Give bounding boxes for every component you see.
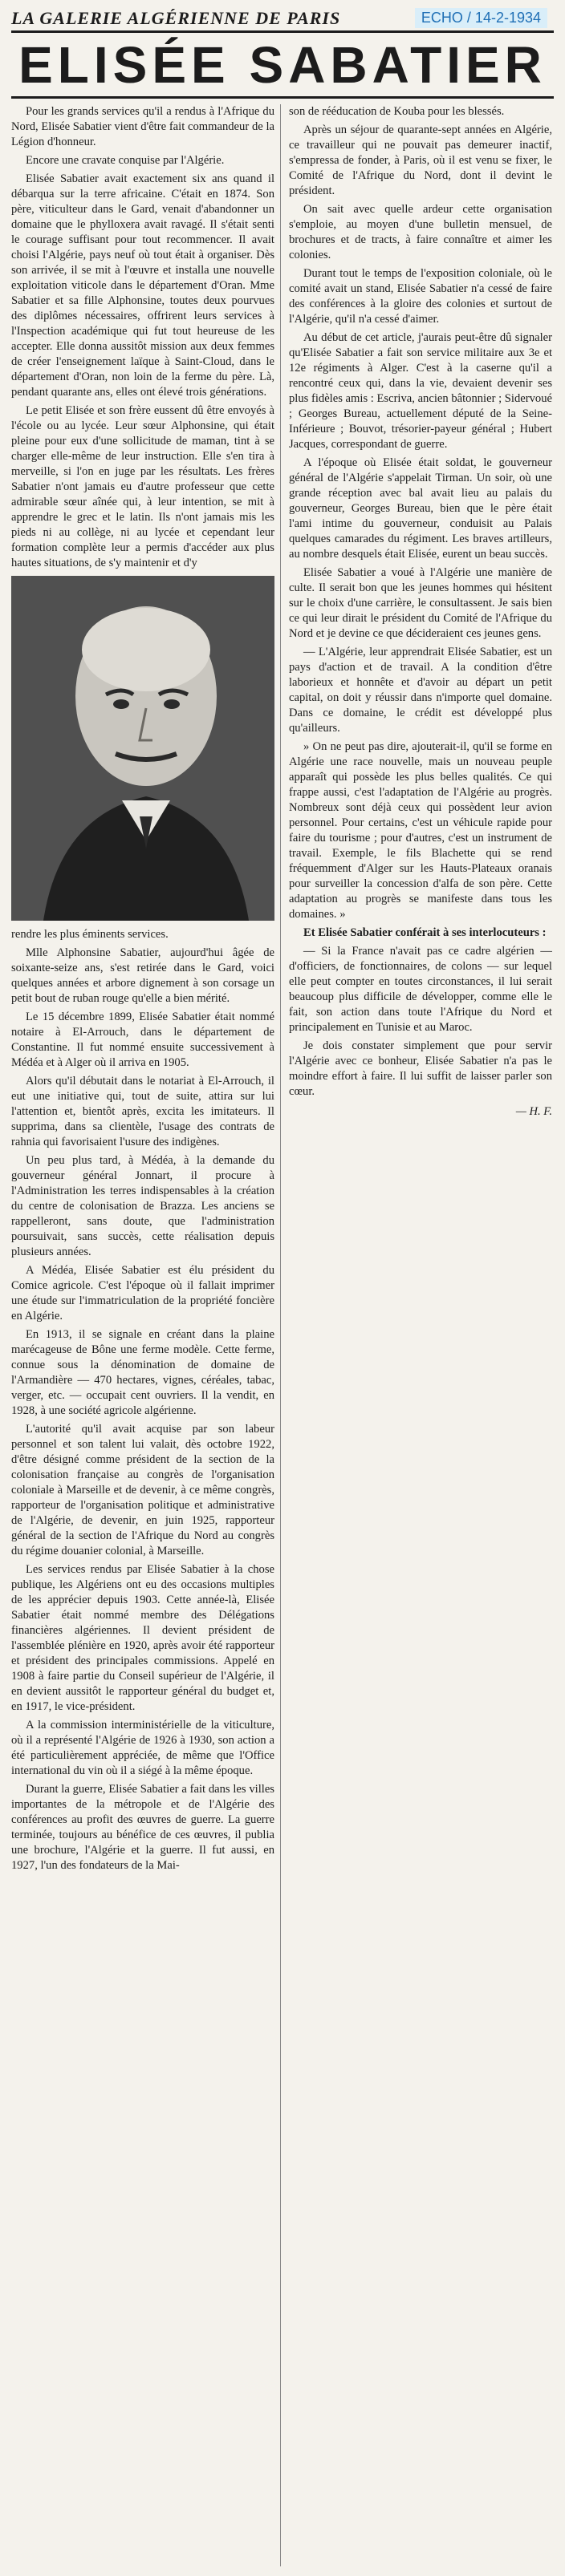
article-paragraph: Après un séjour de quarante-sept années en Algérie, ce travailleur qui ne pouvait pas demeurer inactif, s'empressa de fonder, à Paris, où il est venu se fixer, le Comité de l'Afrique du Nord, dont il devint le président. [289,124,552,197]
article-paragraph: Alors qu'il débutait dans le notariat à El-Arrouch, il eut une initiative qui, tout de suite, attira sur lui l'attention et, bientôt après, excita les imitateurs. Il supprima, dans sa clientèle, l'usage des contrats de rahnia qui favorisaient l'usure des indigènes. [11,1075,274,1148]
article-paragraph: Un peu plus tard, à Médéa, à la demande du gouverneur général Jonnart, il procure à l'Administration les terres indispensables à la création du centre de colonisation de Brazza. Les anciens se rappelleront, sans doute, que l'administration poursuivait, sans succès, cette réalisation depuis plusieurs années. [11,1154,274,1258]
headline-rule-bottom [11,96,554,99]
article-paragraph: » On ne peut pas dire, ajouterait-il, qu'il se forme en Algérie une race nouvelle, mais un nouveau peuple apparaît qui possède les plus belles qualités. Ce qui frappe aussi, c'est l'adaptation de l'Algérie au progrès. Nombreux sont déjà ceux qui possèdent leur avion personnel. Pour certains, c'est un véhicule rapide pour faire du tourisme ; pour d'autres, c'est un instrument de travail. Exemple, le fils Blachette qui se rend fréquemment d'Alger sur les Hauts-Plateaux oranais pour surveiller la concession d'alfa de son père. Cette adaptation au progrès se manifeste dans tous les domaines. » [289,740,552,921]
article-paragraph: son de rééducation de Kouba pour les blessés. [289,105,505,118]
headline-rule-top [11,30,554,33]
date-stamp: ECHO / 14-2-1934 [415,8,547,28]
article-paragraph: Et Elisée Sabatier conférait à ses interlocuteurs : [303,926,547,939]
article-paragraph: Durant tout le temps de l'exposition coloniale, où le comité avait un stand, Elisée Sabatier n'a cessé de faire des conférences à la gloire des colonies et surtout de l'Algérie, qu'il n'a cessé d'aimer. [289,267,552,326]
article-paragraph: Encore une cravate conquise par l'Algérie. [26,154,225,167]
article-paragraph: Je dois constater simplement que pour servir l'Algérie avec ce bonheur, Elisée Sabatier n'a pas le moindre effort à faire. Il lui suffit de laisser parler son cœur. [289,1039,552,1098]
article-paragraph: On sait avec quelle ardeur cette organisation s'emploie, au moyen d'une bulletin mensuel, de brochures et de tracts, à faire connaître et aimer les colonies. [289,203,552,261]
article-paragraph: rendre les plus éminents services. [11,928,169,941]
article-paragraph: Pour les grands services qu'il a rendus à l'Afrique du Nord, Elisée Sabatier vient d'être fait commandeur de la Légion d'honneur. [11,105,274,148]
article-paragraph: — L'Algérie, leur apprendrait Elisée Sabatier, est un pays d'action et de travail. A la condition d'être laborieux et honnête et d'avoir au départ un petit capital, on doit y réussir dans n'importe quel domaine. Dans ce domaine, le crédit est développé plus qu'ailleurs. [289,646,552,735]
article-paragraph: A la commission interministérielle de la viticulture, où il a représenté l'Algérie de 1926 à 1930, son action a été particulièrement appréciée, de même que l'Office international du vin où il a siégé à la même époque. [11,1719,274,1777]
author-signature: — H. F. [515,1105,552,1118]
article-paragraph: Durant la guerre, Elisée Sabatier a fait dans les villes importantes de la métropole et de l'Algérie des conférences au profit des œuvres de guerre. La guerre terminée, toujours au bénéfice de ces œuvres, il publia une brochure, l'Algérie et la guerre. Il fut aussi, en 1927, l'un des fondateurs de la Mai- [11,1783,274,1872]
article-paragraph: L'autorité qu'il avait acquise par son labeur personnel et son talent lui valait, dès octobre 1922, d'être désigné comme président de la section de la colonisation française au congrès de l'organisation coloniale à Marseille et de devenir, à ce même congrès, rapporteur de l'organisation politique et administrative de l'Algérie, de devenir, en juin 1925, rapporteur général de la section de l'Afrique du Nord au congrès du régime douanier colonial, à Marseille. [11,1423,274,1557]
masthead [11,8,554,29]
article-paragraph: Le petit Elisée et son frère eussent dû être envoyés à l'école ou au lycée. Leur sœur Alphonsine, qui était pleine pour eux d'une sollicitude de maman, tint à se charger elle-même de leur instruction. Elle s'en tira à merveille, si l'on en juge par les résultats. Les frères Sabatier n'ont jamais eu d'autre professeur que cette admirable sœur aînée qui, à leur intention, se mit à apprendre le grec et le latin. Ils n'ont jamais mis les pieds ni au collège, ni au lycée et cependant leur formation complète leur a permis d'accéder aux plus hautes situations, de s'y maintenir et d'y [11,404,274,569]
right-column [289,104,552,2566]
left-column [11,104,274,2566]
portrait-photo [11,576,274,921]
article-paragraph: A l'époque où Elisée était soldat, le gouverneur général de l'Algérie s'appelait Tirman. Un soir, où une grande réception avec bal avait lieu au palais du gouverneur, Georges Bureau, bien que le père était l'ami intime du gouverneur, conduisit au Palais quelques camarades du régiment. Les braves artilleurs, au nombre desquels était Elisée, eurent un beau succès. [289,456,552,561]
article-paragraph: Elisée Sabatier avait exactement six ans quand il débarqua sur la terre africaine. C'était en 1874. Son père, viticulteur dans le Gard, venait d'abandonner un domaine que le phylloxera avait ravagé. Il s'était senti le courage suffisant pour tout recommencer. Il avait choisi l'Algérie, pays neuf où tout était à organiser. Dès son arrivée, il se mit à l'œuvre et installa une nouvelle exploitation viticole dans le département d'Oran. Mme Sabatier et sa fille Alphonsine, toutes deux pourvues des diplômes nécessaires, offrirent leurs services à l'Inspection académique qui fut tout heureuse de les accepter. Elle donna aussitôt mission aux deux femmes de créer l'enseignement laïque à Saint-Cloud, dans le département d'Oran, non loin de la ferme du père. Là, pendant quarante ans, elles ont élevé trois générations. [11,172,274,399]
article-paragraph: En 1913, il se signale en créant dans la plaine marécageuse de Bône une ferme modèle. Cette ferme, connue sous la dénomination de domaine de l'Armandière — 470 hectares, vignes, céréales, tabac, verger, etc. — occupait cent ouvriers. Il la vendit, en 1928, à une société agricole algérienne. [11,1328,274,1417]
article-paragraph: Elisée Sabatier a voué à l'Algérie une manière de culte. Il serait bon que les jeunes hommes qui hésitent sur le choix d'une carrière, le consultassent. Je sais bien ce qui leur dirait le président du Comité de l'Afrique du Nord et je devine ce que décideraient ces jeunes gens. [289,566,552,640]
article-paragraph: Les services rendus par Elisée Sabatier à la chose publique, les Algériens ont eu des occasions multiples de les apprécier depuis 1903. Cette année-là, Elisée Sabatier était nommé membre des Délégations financières algériennes. Il devient président de l'assemblée plénière en 1920, après avoir été rapporteur et président des principales commissions. Appelé en 1908 à faire partie du Conseil supérieur de l'Algérie, il en devient aussitôt le rapporteur général du budget et, en 1917, le vice-président. [11,1563,274,1713]
portrait-image [11,576,274,921]
paper-name: LA GALERIE ALGÉRIENNE DE PARIS [11,8,341,28]
headline: ELISÉE SABATIER [18,36,547,94]
article-paragraph: — Si la France n'avait pas ce cadre algérien — d'officiers, de fonctionnaires, de colons — sur lequel elle peut compter en toutes circonstances, il lui serait beaucoup plus difficile de développer, comme elle le fait, son action dans toute l'Afrique du Nord et principalement en Tunisie et au Maroc. [289,945,552,1034]
article-paragraph: Au début de cet article, j'aurais peut-être dû signaler qu'Elisée Sabatier a fait son service militaire aux 3e et 12e régiments à Alger. C'est à la caserne qu'il a rencontré ceux qui, dans la vie, devaient devenir ses plus fidèles amis : Escriva, ancien bâtonnier ; Sidervoué ; Georges Bureau, actuellement député de la Seine-Inférieure ; Bouvot, trésorier-payeur général ; Hubert Jacques, correspondant de guerre. [289,331,552,451]
column-divider [280,104,281,2566]
article-paragraph: A Médéa, Elisée Sabatier est élu président du Comice agricole. C'est l'époque où il fallait imprimer une étude sur l'immatriculation de la propriété foncière en Algérie. [11,1264,274,1322]
article-paragraph: Mlle Alphonsine Sabatier, aujourd'hui âgée de soixante-seize ans, s'est retirée dans le Gard, voici quelques années et arbore dignement à son corsage un petit bout de ruban rouge qu'elle a bien mérité. [11,946,274,1005]
article-paragraph: Le 15 décembre 1899, Elisée Sabatier était nommé notaire à El-Arrouch, dans le département de Constantine. Il fut nommé ensuite successivement à Médéa et à Alger où il arriva en 1905. [11,1011,274,1069]
